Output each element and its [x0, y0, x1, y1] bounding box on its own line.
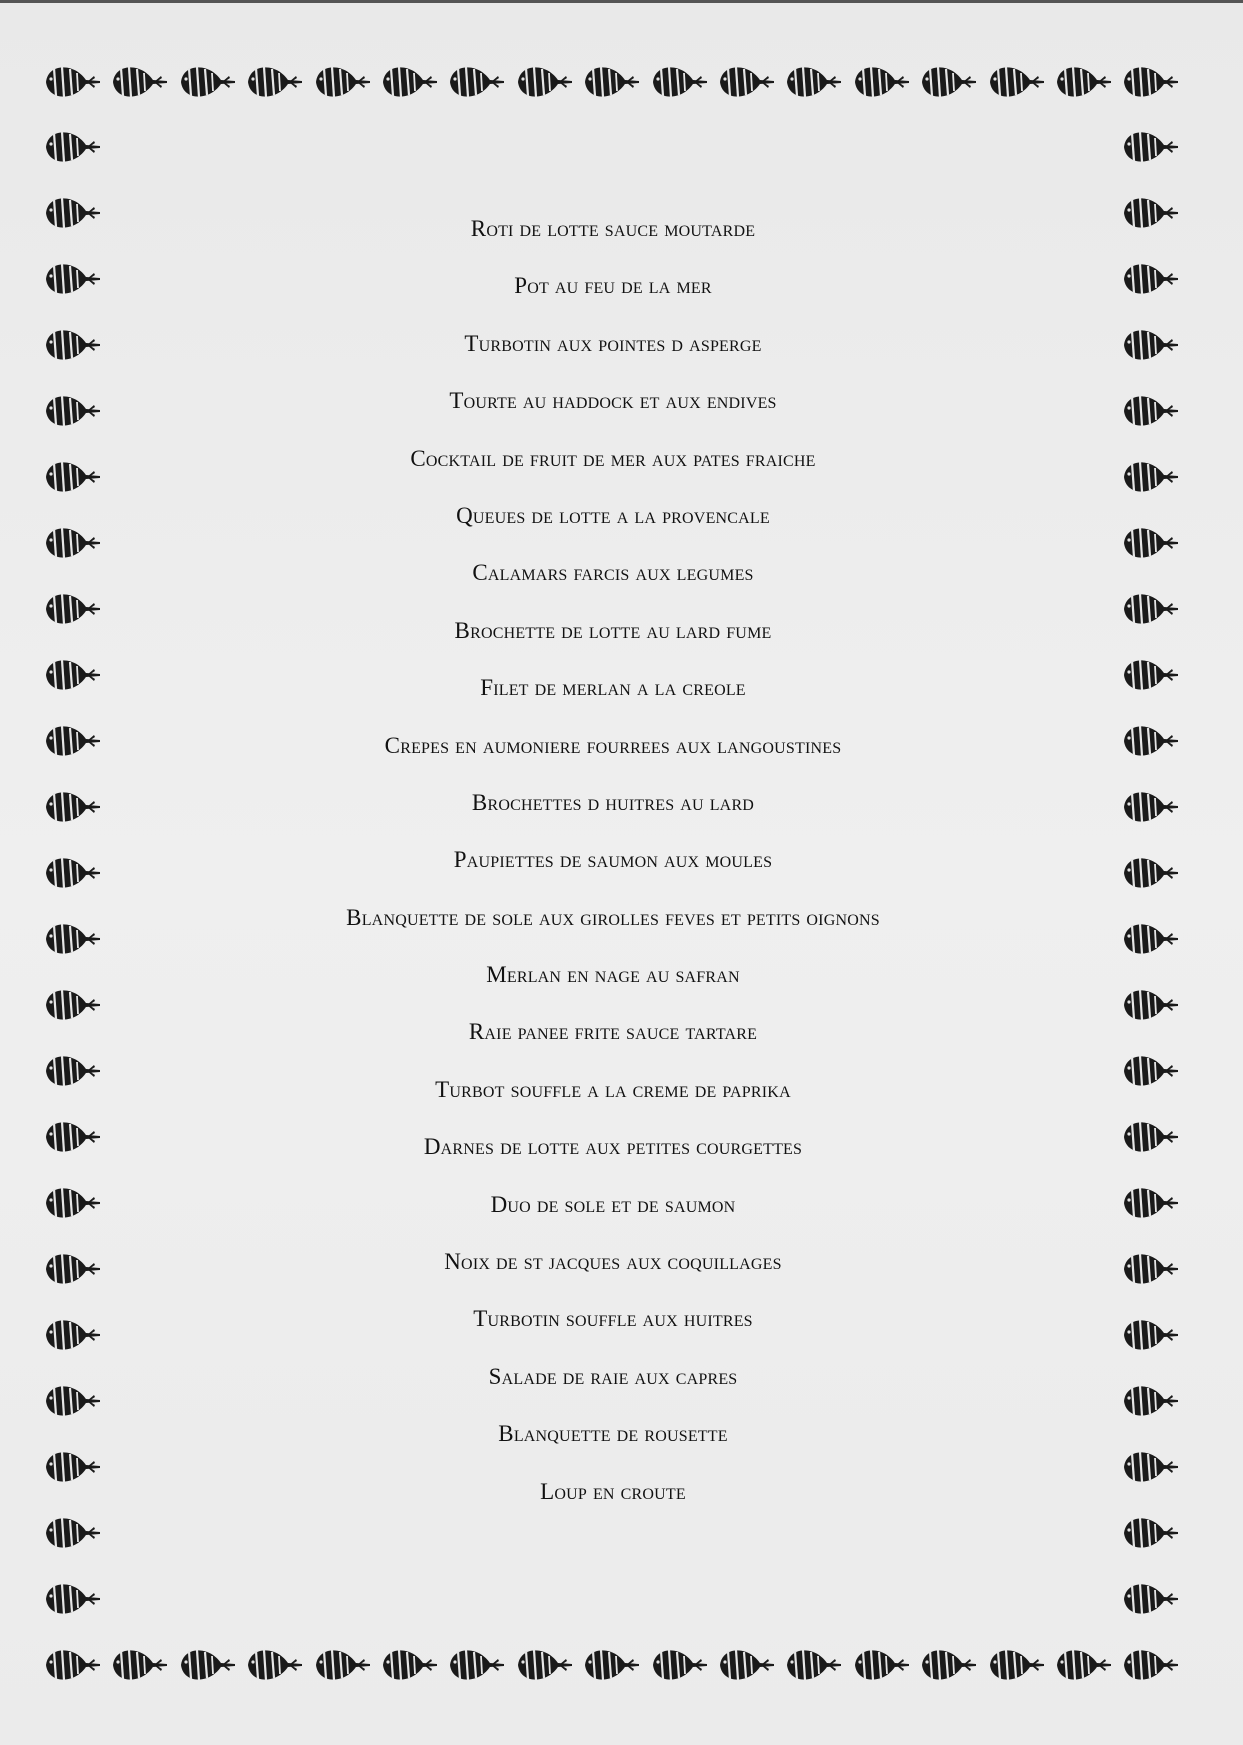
dish-item: Filet de merlan a la creole	[480, 675, 746, 701]
angelfish-icon	[42, 1051, 102, 1091]
angelfish-icon	[1120, 655, 1180, 695]
angelfish-icon	[42, 1315, 102, 1355]
dish-item: Raie panee frite sauce tartare	[468, 1019, 758, 1045]
angelfish-icon	[1120, 391, 1180, 431]
angelfish-icon	[649, 1645, 709, 1685]
angelfish-icon	[42, 457, 102, 497]
angelfish-icon	[581, 1645, 641, 1685]
dish-item: Blanquette de sole aux girolles feves et petits oignons	[346, 904, 880, 930]
dish-item: Brochette de lotte au lard fume	[454, 617, 772, 643]
angelfish-icon	[42, 193, 102, 233]
dish-item: Crepes en aumoniere fourrees aux langoustines	[384, 732, 842, 758]
angelfish-icon	[177, 62, 237, 102]
dish-item: Loup en croute	[540, 1478, 686, 1504]
angelfish-icon	[42, 1117, 102, 1157]
angelfish-icon	[1120, 1249, 1180, 1289]
angelfish-icon	[1120, 127, 1180, 167]
angelfish-icon	[42, 589, 102, 629]
dish-item: Noix de st jacques aux coquillages	[444, 1249, 782, 1275]
angelfish-icon	[42, 1447, 102, 1487]
angelfish-icon	[42, 391, 102, 431]
dish-item: Brochettes d huitres au lard	[471, 789, 755, 815]
angelfish-icon	[109, 1645, 169, 1685]
angelfish-icon	[42, 62, 102, 102]
angelfish-icon	[514, 1645, 574, 1685]
angelfish-icon	[42, 655, 102, 695]
angelfish-icon	[1120, 457, 1180, 497]
dish-item: Turbotin souffle aux huitres	[473, 1306, 753, 1332]
angelfish-icon	[42, 1183, 102, 1223]
angelfish-icon	[1120, 1381, 1180, 1421]
angelfish-icon	[918, 62, 978, 102]
angelfish-icon	[244, 1645, 304, 1685]
angelfish-icon	[42, 1513, 102, 1553]
angelfish-icon	[1120, 1315, 1180, 1355]
angelfish-icon	[42, 985, 102, 1025]
dish-item: Turbotin aux pointes d asperge	[464, 330, 762, 356]
angelfish-icon	[42, 721, 102, 761]
angelfish-icon	[783, 1645, 843, 1685]
angelfish-icon	[42, 127, 102, 167]
angelfish-icon	[514, 62, 574, 102]
angelfish-icon	[716, 1645, 776, 1685]
angelfish-icon	[1120, 193, 1180, 233]
dish-item: Turbot souffle a la creme de paprika	[435, 1076, 791, 1102]
angelfish-icon	[1053, 62, 1113, 102]
angelfish-icon	[42, 325, 102, 365]
angelfish-icon	[446, 1645, 506, 1685]
angelfish-icon	[1120, 721, 1180, 761]
dish-item: Pot au feu de la mer	[514, 273, 712, 299]
angelfish-icon	[312, 1645, 372, 1685]
angelfish-icon	[1120, 1579, 1180, 1619]
angelfish-icon	[1120, 985, 1180, 1025]
angelfish-icon	[379, 1645, 439, 1685]
angelfish-icon	[1120, 259, 1180, 299]
dish-list	[150, 205, 1076, 1525]
angelfish-icon	[109, 62, 169, 102]
angelfish-icon	[42, 523, 102, 563]
angelfish-icon	[851, 62, 911, 102]
angelfish-icon	[851, 1645, 911, 1685]
angelfish-icon	[986, 62, 1046, 102]
angelfish-icon	[42, 853, 102, 893]
page-top-edge	[0, 0, 1243, 3]
angelfish-icon	[1120, 523, 1180, 563]
angelfish-icon	[42, 259, 102, 299]
dish-item: Calamars farcis aux legumes	[472, 560, 754, 586]
dish-item: Cocktail de fruit de mer aux pates fraiche	[410, 445, 816, 471]
angelfish-icon	[42, 1645, 102, 1685]
angelfish-icon	[1120, 589, 1180, 629]
angelfish-icon	[177, 1645, 237, 1685]
angelfish-icon	[649, 62, 709, 102]
angelfish-icon	[1053, 1645, 1113, 1685]
dish-item: Paupiettes de saumon aux moules	[453, 847, 773, 873]
angelfish-icon	[1120, 1051, 1180, 1091]
dish-item: Merlan en nage au safran	[486, 962, 740, 988]
dish-item: Blanquette de rousette	[498, 1421, 728, 1447]
dish-item: Duo de sole et de saumon	[490, 1191, 736, 1217]
angelfish-icon	[1120, 919, 1180, 959]
angelfish-icon	[1120, 1645, 1180, 1685]
angelfish-icon	[42, 787, 102, 827]
angelfish-icon	[42, 1249, 102, 1289]
angelfish-icon	[42, 1381, 102, 1421]
dish-item: Darnes de lotte aux petites courgettes	[423, 1134, 803, 1160]
angelfish-icon	[1120, 325, 1180, 365]
dish-item: Queues de lotte a la provencale	[456, 502, 770, 528]
angelfish-icon	[1120, 787, 1180, 827]
angelfish-icon	[446, 62, 506, 102]
angelfish-icon	[42, 919, 102, 959]
angelfish-icon	[1120, 1447, 1180, 1487]
dish-item: Tourte au haddock et aux endives	[449, 388, 777, 414]
angelfish-icon	[581, 62, 641, 102]
angelfish-icon	[1120, 1513, 1180, 1553]
angelfish-icon	[312, 62, 372, 102]
angelfish-icon	[379, 62, 439, 102]
angelfish-icon	[244, 62, 304, 102]
angelfish-icon	[986, 1645, 1046, 1685]
dish-item: Roti de lotte sauce moutarde	[470, 216, 756, 241]
angelfish-icon	[716, 62, 776, 102]
dish-item: Salade de raie aux capres	[488, 1363, 738, 1389]
angelfish-icon	[918, 1645, 978, 1685]
angelfish-icon	[1120, 853, 1180, 893]
angelfish-icon	[783, 62, 843, 102]
angelfish-icon	[1120, 1183, 1180, 1223]
angelfish-icon	[1120, 62, 1180, 102]
angelfish-icon	[42, 1579, 102, 1619]
angelfish-icon	[1120, 1117, 1180, 1157]
